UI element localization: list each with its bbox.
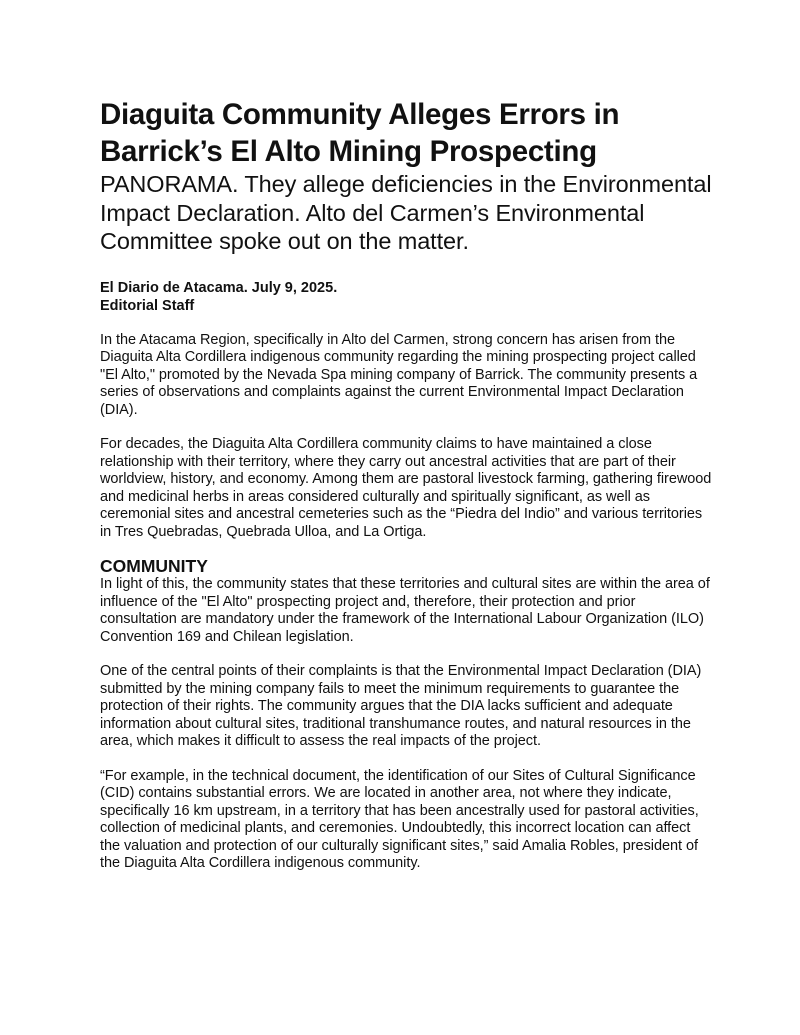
paragraph-3: In light of this, the community states that these territories and cultural sites are within the area of influence of the "El Alto" prospecting project and, therefore, their protection and prior consultation are mandatory under the framework of the International Labour Organization (ILO) Convention 169 and Chilean legislation. bbox=[100, 576, 710, 645]
byline-author: Editorial Staff bbox=[100, 297, 195, 314]
article bbox=[100, 96, 712, 873]
article-subtitle: PANORAMA. They allege deficiencies in the Environmental Impact Declaration. Alto del Carmen’s Environmental Committee spoke out on the matter. bbox=[100, 171, 712, 254]
article-title: Diaguita Community Alleges Errors in Barrick’s El Alto Mining Prospecting bbox=[100, 98, 620, 168]
paragraph-4: One of the central points of their complaints is that the Environmental Impact Declaration (DIA) submitted by the mining company fails to meet the minimum requirements to guarantee the protection of their rights. The community argues that the DIA lacks sufficient and adequate information about cultural sites, traditional transhumance routes, and natural resources in the area, which makes it difficult to assess the real impacts of the project. bbox=[100, 663, 702, 749]
section-heading-community: COMMUNITY bbox=[100, 556, 208, 576]
byline-source: El Diario de Atacama. July 9, 2025. bbox=[100, 279, 338, 296]
paragraph-5: “For example, in the technical document, the identification of our Sites of Cultural Significance (CID) contains substantial errors. We are located in another area, not where they indicate, specifically 16 km upstream, in a territory that has been ancestrally used for pastoral activities, collection of medicinal plants, and ceremonies. Undoubtedly, this incorrect location can affect the valuation and protection of our culturally significant sites,” said Amalia Robles, president of the Diaguita Alta Cordillera indigenous community. bbox=[100, 767, 699, 871]
byline bbox=[100, 279, 712, 315]
paragraph-2: For decades, the Diaguita Alta Cordillera community claims to have maintained a close relationship with their territory, where they carry out ancestral activities that are part of their worldview, history, and economy. Among them are pastoral livestock farming, gathering firewood and medicinal herbs in areas considered culturally and spiritually significant, as well as ceremonial sites and ancestral cemeteries such as the “Piedra del Indio” and various territories in Tres Quebradas, Quebrada Ulloa, and La Ortiga. bbox=[100, 436, 712, 540]
paragraph-1: In the Atacama Region, specifically in Alto del Carmen, strong concern has arisen from the Diaguita Alta Cordillera indigenous community regarding the mining prospecting project called "El Alto," promoted by the Nevada Spa mining company of Barrick. The community presents a series of observations and complaints against the current Environmental Impact Declaration (DIA). bbox=[100, 331, 698, 418]
